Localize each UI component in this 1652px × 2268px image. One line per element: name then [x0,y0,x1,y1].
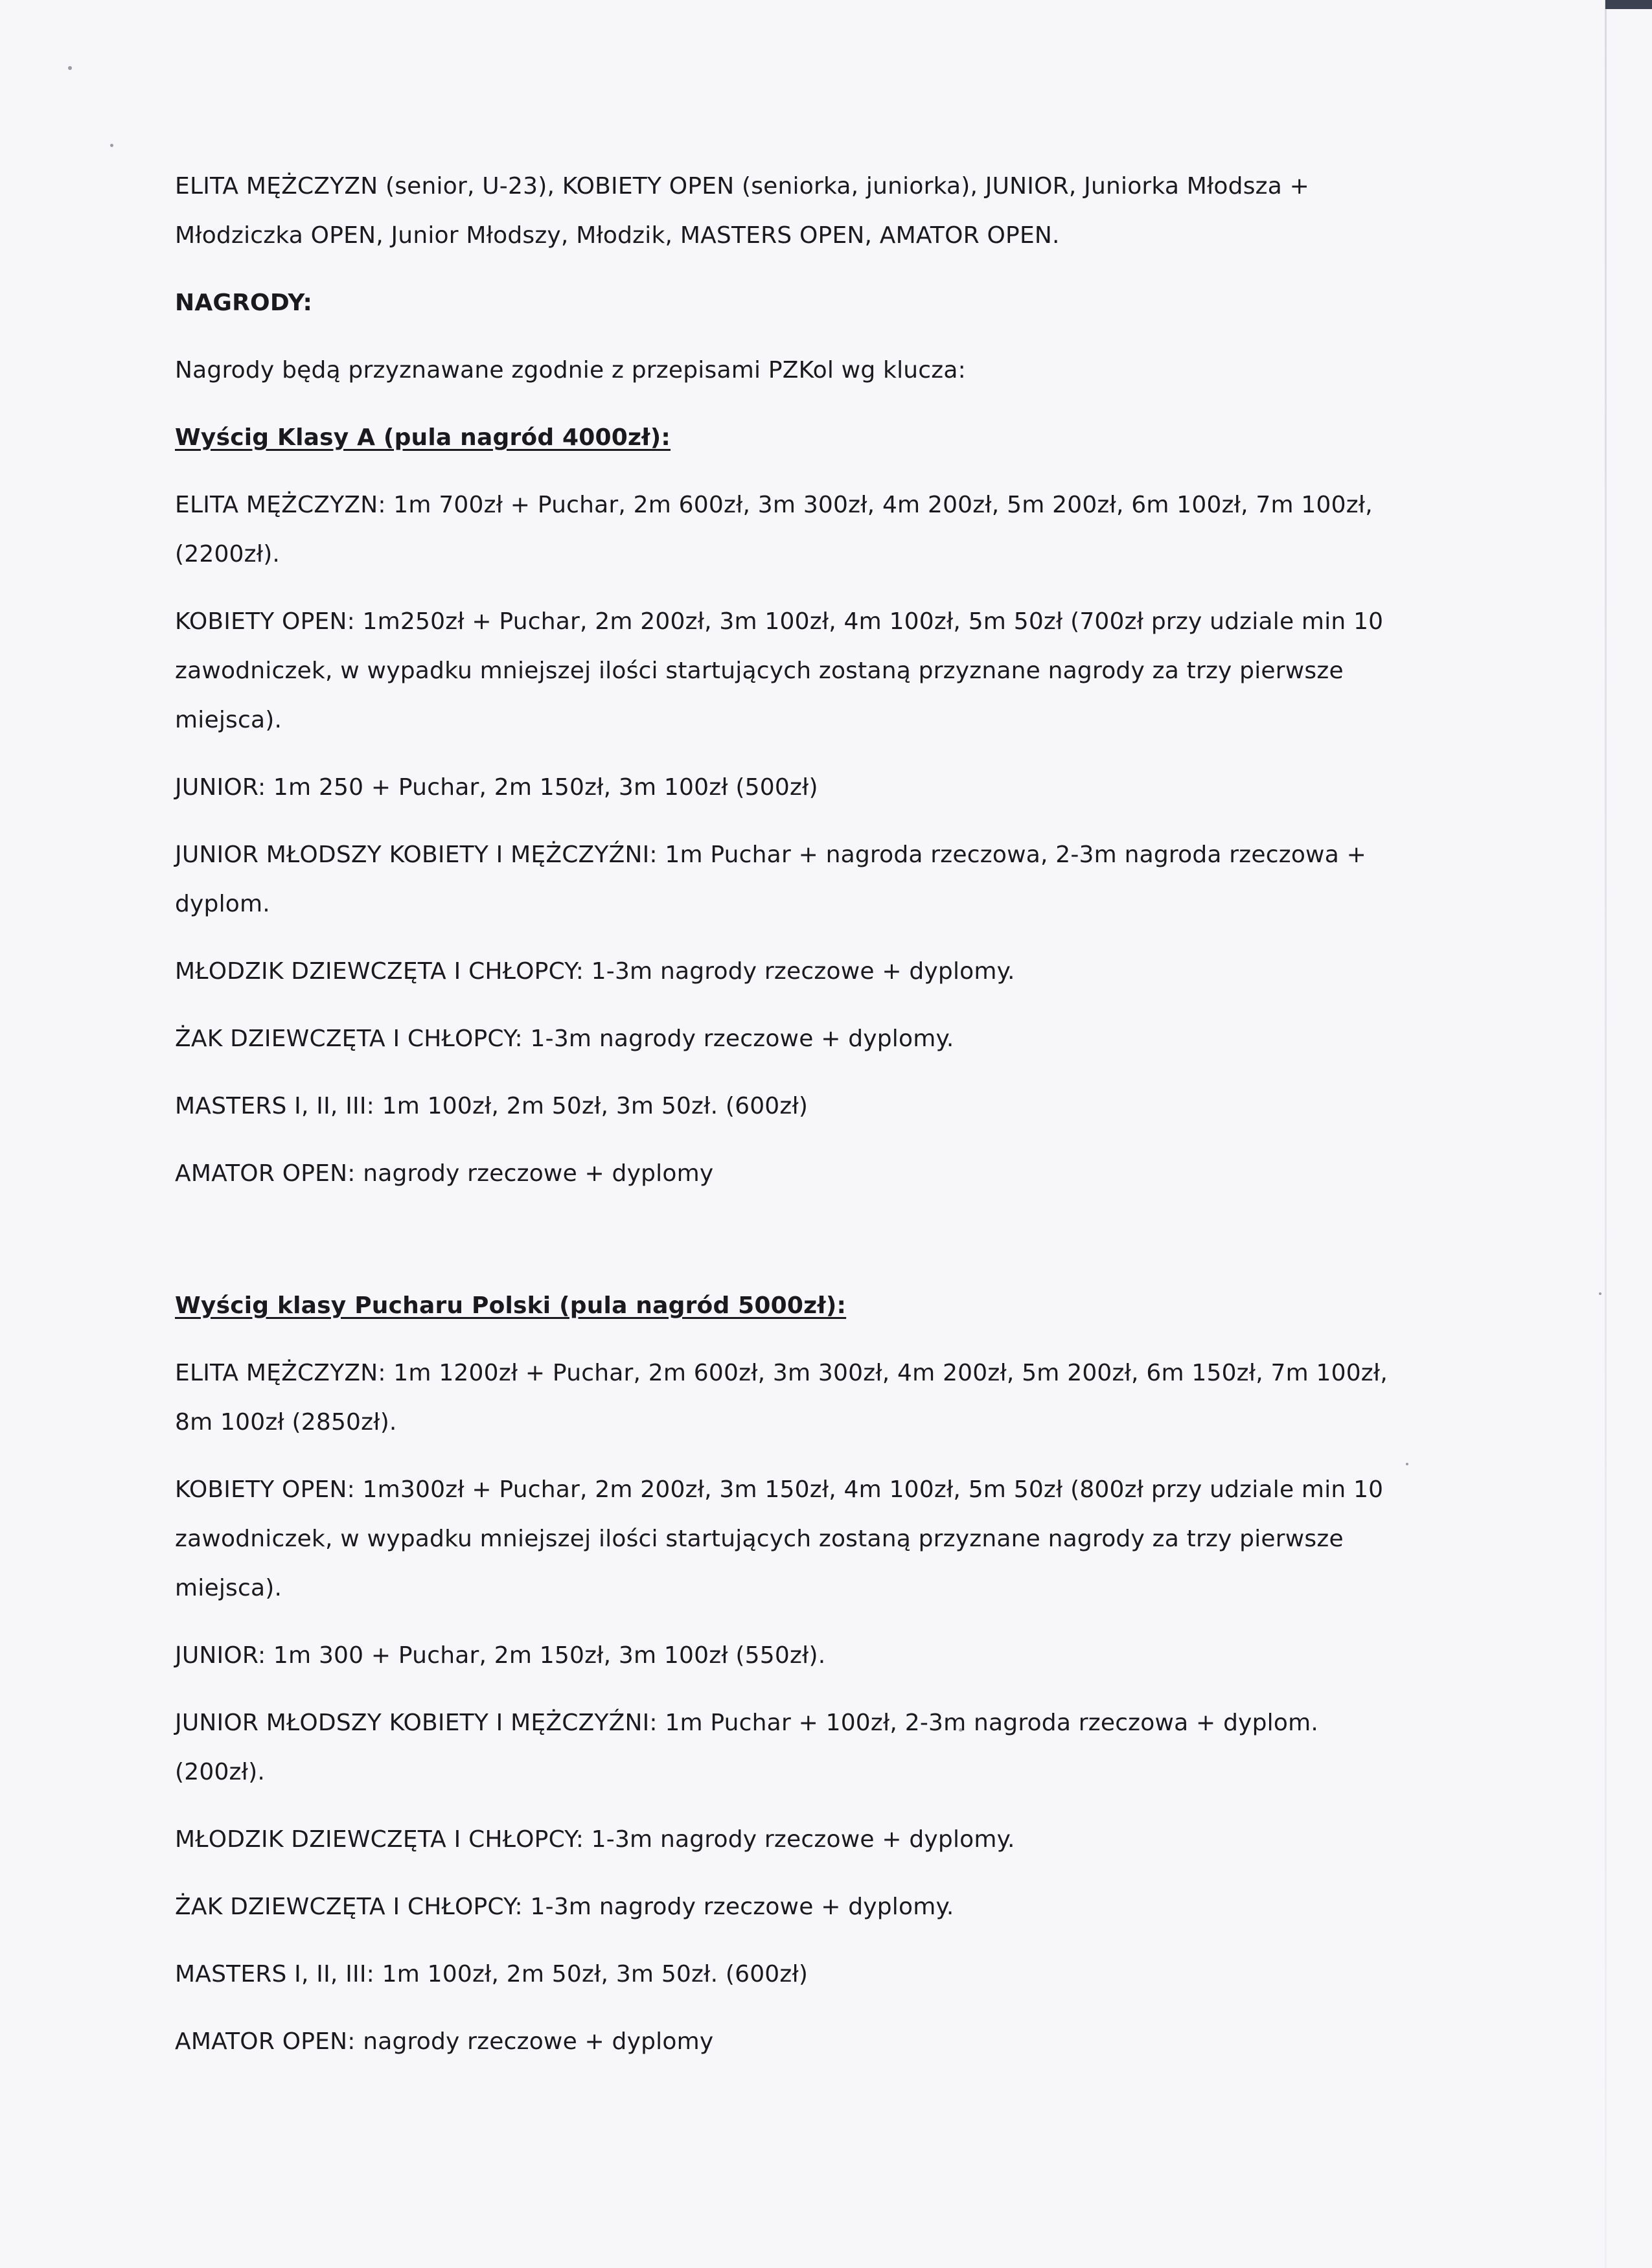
section-a-junior: JUNIOR: 1m 250 + Puchar, 2m 150zł, 3m 100zł (500zł) [175,774,818,801]
intro-paragraph [175,162,1419,260]
text-line: zawodniczek, w wypadku mniejszej ilości startujących zostaną przyznane nagrody za trzy pierwsze [175,658,1344,684]
nagrody-heading: NAGRODY: [175,290,313,316]
text-line: (200zł). [175,1759,265,1785]
section-pp-amator: AMATOR OPEN: nagrody rzeczowe + dyplomy [175,2028,714,2055]
section-a-mlodzik: MŁODZIK DZIEWCZĘTA I CHŁOPCY: 1-3m nagrody rzeczowe + dyplomy. [175,958,1015,985]
document-body [175,162,1419,2085]
text-line: JUNIOR MŁODSZY KOBIETY I MĘŻCZYŹNI: 1m Puchar + 100zł, 2-3m nagroda rzeczowa + dyplom. [175,1710,1319,1736]
section-a-zak: ŻAK DZIEWCZĘTA I CHŁOPCY: 1-3m nagrody rzeczowe + dyplomy. [175,1025,954,1052]
text-line: 8m 100zł (2850zł). [175,1409,397,1436]
scan-speck [1599,1292,1601,1295]
nagrody-description: Nagrody będą przyznawane zgodnie z przepisami PZKol wg klucza: [175,357,966,384]
section-pp-junior: JUNIOR: 1m 300 + Puchar, 2m 150zł, 3m 100zł (550zł). [175,1642,826,1669]
intro-line: Młodziczka OPEN, Junior Młodszy, Młodzik, MASTERS OPEN, AMATOR OPEN. [175,222,1060,249]
section-pp-junior-mlodszy [175,1699,1419,1797]
section-pp-kobiety [175,1465,1419,1613]
section-a-elita [175,481,1419,579]
section-a-junior-mlodszy [175,830,1419,929]
section-pp-masters: MASTERS I, II, III: 1m 100zł, 2m 50zł, 3m 50zł. (600zł) [175,1961,809,1987]
section-pp-zak: ŻAK DZIEWCZĘTA I CHŁOPCY: 1-3m nagrody rzeczowe + dyplomy. [175,1894,954,1920]
section-pp-mlodzik: MŁODZIK DZIEWCZĘTA I CHŁOPCY: 1-3m nagrody rzeczowe + dyplomy. [175,1826,1015,1853]
scan-speck [68,66,72,70]
scan-corner-mark [1605,0,1652,9]
section-pp-elita [175,1349,1419,1447]
section-a-heading: Wyścig Klasy A (pula nagród 4000zł): [175,424,671,451]
scan-speck [110,144,113,147]
text-line: ELITA MĘŻCZYZN: 1m 1200zł + Puchar, 2m 600zł, 3m 300zł, 4m 200zł, 5m 200zł, 6m 150zł, 7m 100zł, [175,1360,1388,1386]
intro-line: ELITA MĘŻCZYZN (senior, U-23), KOBIETY OPEN (seniorka, juniorka), JUNIOR, Juniorka Młodsza + [175,173,1310,200]
scan-edge-line [1605,0,1607,2268]
text-line: (2200zł). [175,541,281,567]
section-spacer [175,1217,1419,1281]
section-a-amator: AMATOR OPEN: nagrody rzeczowe + dyplomy [175,1160,714,1187]
text-line: KOBIETY OPEN: 1m300zł + Puchar, 2m 200zł, 3m 150zł, 4m 100zł, 5m 50zł (800zł przy udziale min 10 [175,1476,1384,1503]
section-pp-heading: Wyścig klasy Pucharu Polski (pula nagród 5000zł): [175,1292,847,1319]
section-a-kobiety [175,597,1419,745]
text-line: KOBIETY OPEN: 1m250zł + Puchar, 2m 200zł, 3m 100zł, 4m 100zł, 5m 50zł (700zł przy udziale min 10 [175,608,1384,635]
text-line: JUNIOR MŁODSZY KOBIETY I MĘŻCZYŹNI: 1m Puchar + nagroda rzeczowa, 2-3m nagroda rzeczowa + [175,842,1366,868]
text-line: miejsca). [175,1575,282,1601]
text-line: dyplom. [175,891,270,917]
text-line: miejsca). [175,707,282,733]
section-a-masters: MASTERS I, II, III: 1m 100zł, 2m 50zł, 3m 50zł. (600zł) [175,1093,809,1119]
text-line: zawodniczek, w wypadku mniejszej ilości startujących zostaną przyznane nagrody za trzy pierwsze [175,1526,1344,1552]
text-line: ELITA MĘŻCZYZN: 1m 700zł + Puchar, 2m 600zł, 3m 300zł, 4m 200zł, 5m 200zł, 6m 100zł, 7m 100zł, [175,492,1373,518]
